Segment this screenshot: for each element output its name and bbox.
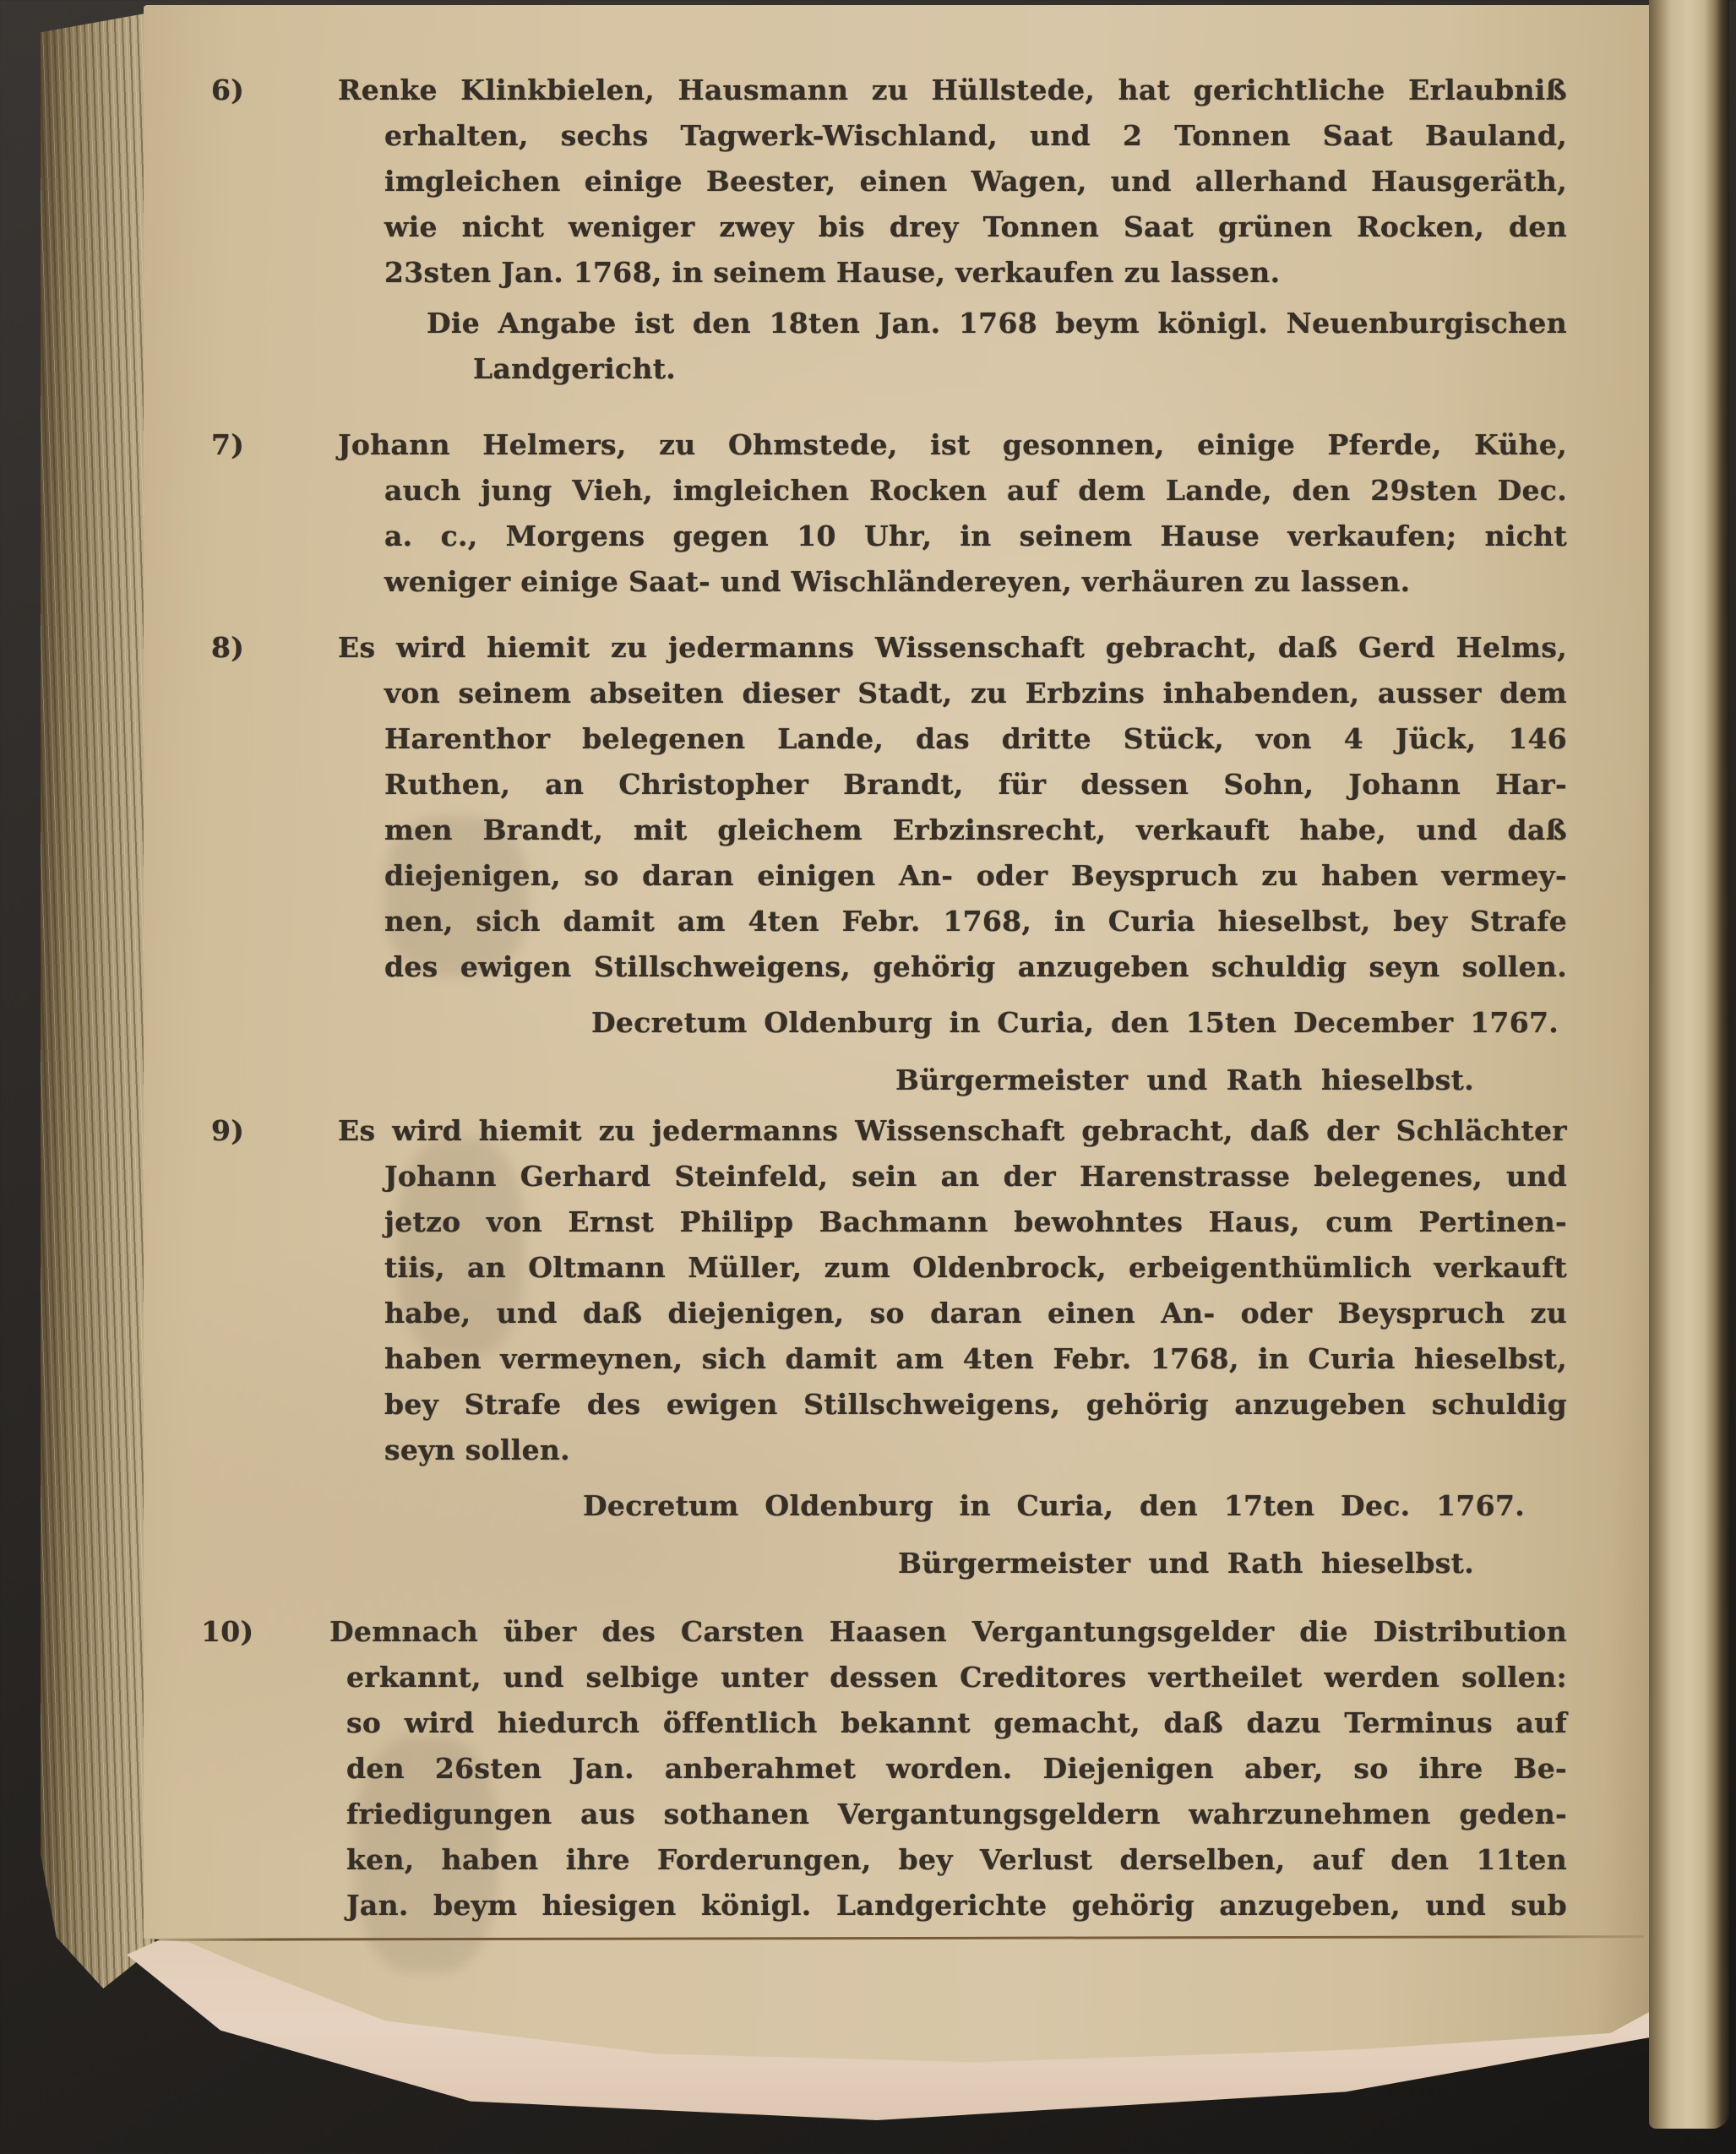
entry-number: 8) xyxy=(211,631,245,664)
text-line: so wird hiedurch öffentlich bekannt gemacht, daß dazu Terminus auf xyxy=(346,1706,1567,1739)
text-line: von seinem abseiten dieser Stadt, zu Erbzins inhabenden, ausser dem xyxy=(384,677,1567,710)
text-line: Johann Gerhard Steinfeld, sein an der Harenstrasse belegenes, und xyxy=(384,1160,1567,1193)
text-line: 23sten Jan. 1768, in seinem Hause, verkaufen zu lassen. xyxy=(384,256,1281,289)
signature-line: Bürgermeister und Rath hieselbst. xyxy=(898,1547,1474,1580)
text-line: Demnach über des Carsten Haasen Vergantungsgelder die Distribution xyxy=(329,1615,1567,1648)
signature-line: Bürgermeister und Rath hieselbst. xyxy=(895,1063,1474,1096)
text-line: bey Strafe des ewigen Stillschweigens, gehörig anzugeben schuldig xyxy=(384,1388,1567,1421)
text-line: diejenigen, so daran einigen An- oder Beyspruch zu haben vermey- xyxy=(384,859,1567,892)
text-line: friedigungen aus sothanen Vergantungsgeldern wahrzunehmen geden- xyxy=(346,1798,1567,1830)
entry-9 xyxy=(211,1108,1567,1473)
text-line: Harenthor belegenen Lande, das dritte Stück, von 4 Jück, 146 xyxy=(384,722,1567,755)
text-line: men Brandt, mit gleichem Erbzinsrecht, verkauft habe, und daß xyxy=(384,813,1567,846)
text-line: des ewigen Stillschweigens, gehörig anzugeben schuldig seyn sollen. xyxy=(384,950,1567,983)
text-line: nen, sich damit am 4ten Febr. 1768, in Curia hieselbst, bey Strafe xyxy=(384,905,1567,938)
text-line: den 26sten Jan. anberahmet worden. Diejenigen aber, so ihre Be- xyxy=(346,1752,1567,1785)
entry-number: 6) xyxy=(211,73,245,106)
text-line: a. c., Morgens gegen 10 Uhr, in seinem Hause verkaufen; nicht xyxy=(384,519,1567,552)
text-line: jetzo von Ernst Philipp Bachmann bewohntes Haus, cum Pertinen- xyxy=(384,1205,1567,1238)
entry-7 xyxy=(211,422,1567,605)
text-line: tiis, an Oltmann Müller, zum Oldenbrock, erbeigenthümlich verkauft xyxy=(384,1251,1567,1284)
entry-6 xyxy=(211,68,1567,296)
entry-number: 10) xyxy=(201,1615,254,1648)
text-line: auch jung Vieh, imgleichen Rocken auf dem Lande, den 29sten Dec. xyxy=(384,474,1567,507)
text-line: haben vermeynen, sich damit am 4ten Febr. 1768, in Curia hieselbst, xyxy=(384,1342,1567,1375)
entry-number: 7) xyxy=(211,428,245,461)
text-line: erhalten, sechs Tagwerk-Wischland, und 2 Tonnen Saat Bauland, xyxy=(384,119,1567,152)
entry-number: 9) xyxy=(211,1114,245,1147)
text-line: Es wird hiemit zu jedermanns Wissenschaft gebracht, daß Gerd Helms, xyxy=(338,631,1567,664)
entry-10 xyxy=(201,1609,1567,1928)
adjacent-page-edge xyxy=(1649,0,1729,2129)
text-line: Jan. beym hiesigen königl. Landgerichte gehörig anzugeben, und sub xyxy=(346,1889,1567,1922)
note-line: Die Angabe ist den 18ten Jan. 1768 beym königl. Neuenburgischen xyxy=(427,307,1567,340)
text-line: imgleichen einige Beester, einen Wagen, und allerhand Hausgeräth, xyxy=(384,165,1567,198)
text-line: seyn sollen. xyxy=(384,1433,570,1466)
text-line: habe, und daß diejenigen, so daran einen An- oder Beyspruch zu xyxy=(384,1297,1567,1330)
text-line: Ruthen, an Christopher Brandt, für dessen Sohn, Johann Har- xyxy=(384,768,1567,801)
note-line: Landgericht. xyxy=(473,352,677,385)
text-line: wie nicht weniger zwey bis drey Tonnen Saat grünen Rocken, den xyxy=(384,210,1567,243)
text-line: Johann Helmers, zu Ohmstede, ist gesonnen, einige Pferde, Kühe, xyxy=(338,428,1567,461)
text-line: ken, haben ihre Forderungen, bey Verlust derselben, auf den 11ten xyxy=(346,1843,1567,1876)
decretum-line: Decretum Oldenburg in Curia, den 17ten Dec. 1767. xyxy=(583,1489,1525,1522)
text-line: Renke Klinkbielen, Hausmann zu Hüllstede, hat gerichtliche Erlaubniß xyxy=(338,73,1567,106)
text-line: weniger einige Saat- und Wischländereyen, verhäuren zu lassen. xyxy=(384,565,1411,598)
text-line: erkannt, und selbige unter dessen Creditores vertheilet werden sollen: xyxy=(346,1661,1567,1694)
text-line: Es wird hiemit zu jedermanns Wissenschaft gebracht, daß der Schlächter xyxy=(338,1114,1567,1147)
entry-8 xyxy=(211,625,1567,990)
decretum-line: Decretum Oldenburg in Curia, den 15ten December 1767. xyxy=(591,1006,1559,1039)
